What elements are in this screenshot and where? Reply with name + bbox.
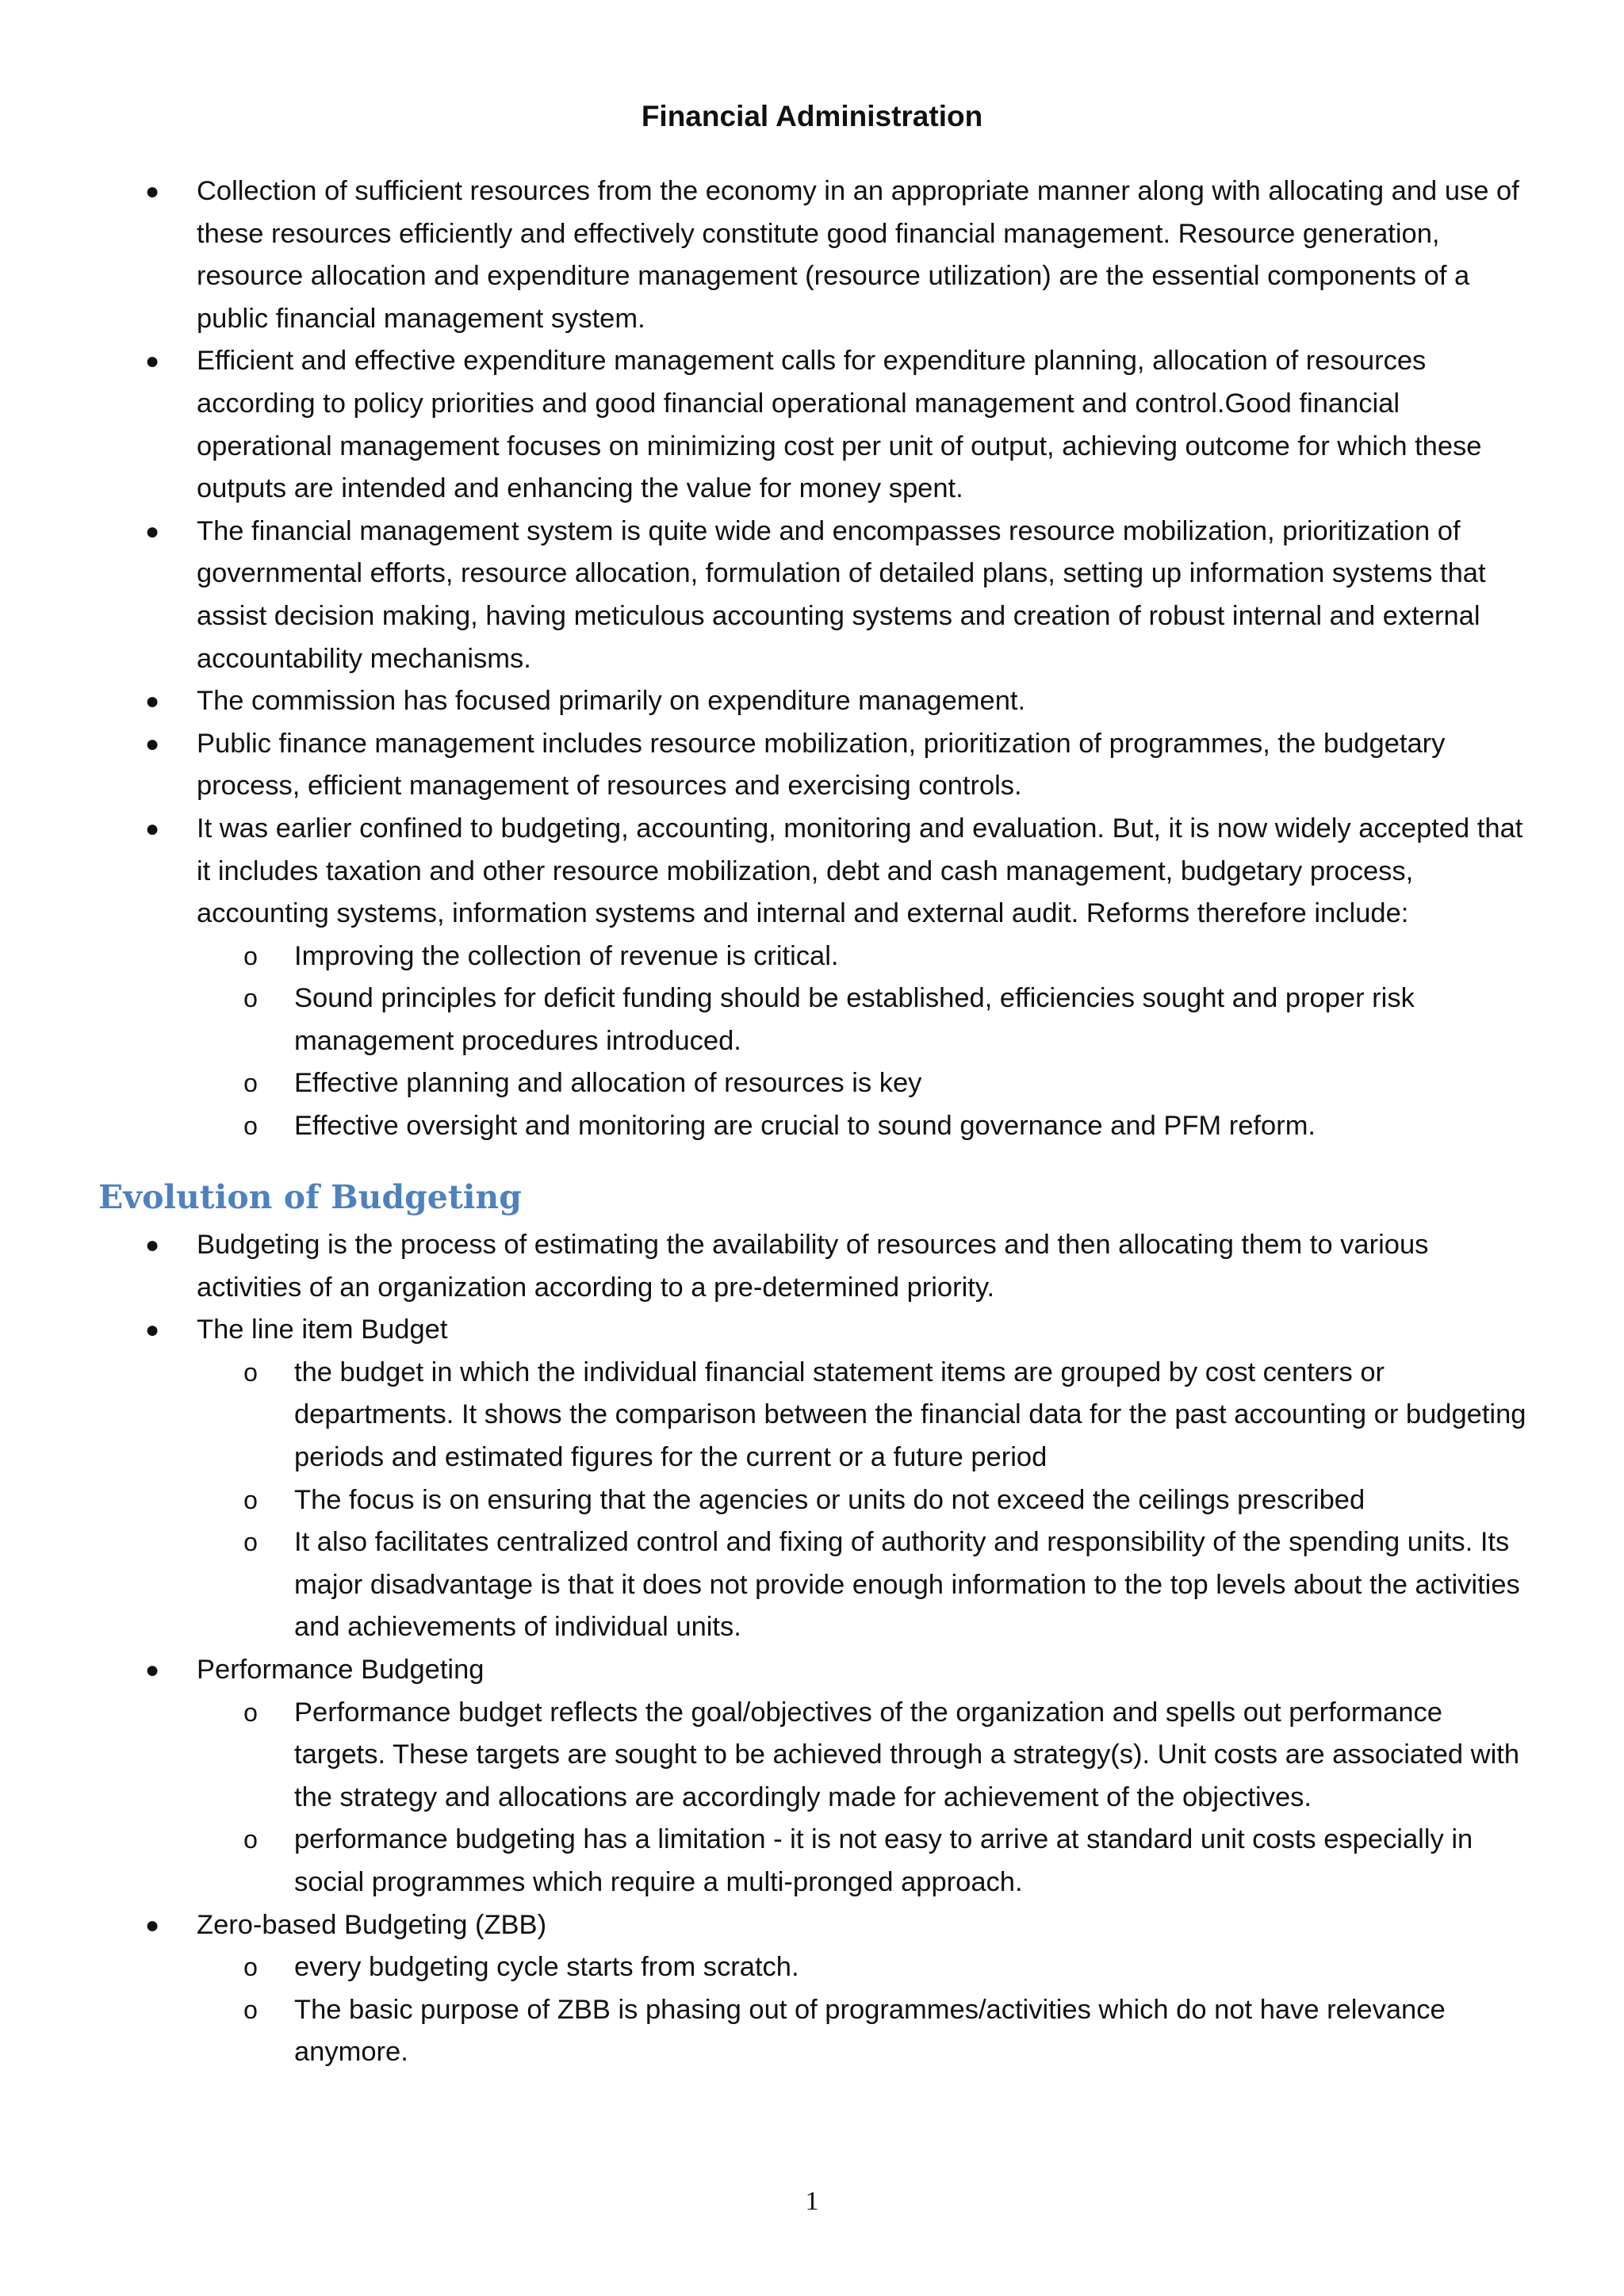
list-item: [144, 723, 1529, 808]
sub-list-item: [243, 1946, 1529, 1989]
circle-bullet-icon: o: [243, 1357, 258, 1387]
list-item: [144, 340, 1529, 510]
sub-list-item: [243, 1352, 1529, 1479]
list-item-text: Zero-based Budgeting (ZBB): [197, 1909, 547, 1940]
sub-list-item-text: the budget in which the individual financial statement items are grouped by cost centers or departments. It shows the comparison between the financial data for the past accounting or budgeting periods and estimated figures for the current or a future period: [294, 1357, 1526, 1472]
sub-list-item-text: Improving the collection of revenue is critical.: [294, 940, 839, 971]
list-item-text: Performance Budgeting: [197, 1654, 485, 1685]
circle-bullet-icon: o: [243, 941, 258, 970]
bullet-icon: ●: [144, 1232, 160, 1258]
sub-list-item: [243, 1819, 1529, 1904]
list-item: [144, 511, 1529, 680]
list-item-text: Efficient and effective expenditure management calls for expenditure planning, allocation of resources according to policy priorities and good financial operational management and control.Good financial operational management focuses on minimizing cost per unit of output, achieving outcome for which these outputs are intended and enhancing the value for money spent.: [197, 346, 1482, 504]
sub-list-item: [243, 978, 1529, 1062]
bullet-list: [0, 170, 1624, 1148]
circle-bullet-icon: o: [243, 984, 258, 1013]
circle-bullet-icon: o: [243, 1697, 258, 1727]
sub-list-item: [243, 936, 1529, 978]
list-item: [144, 1904, 1529, 2074]
list-item: [144, 170, 1529, 340]
list-item: [144, 1309, 1529, 1649]
sub-list-item: [243, 1521, 1529, 1649]
sub-list-item-text: Sound principles for deficit funding should be established, efficiencies sought and proper risk management procedures introduced.: [294, 983, 1415, 1056]
sub-list-item-text: The basic purpose of ZBB is phasing out of programmes/activities which do not have relevance anymore.: [294, 1994, 1446, 2068]
sub-bullet-list: [197, 936, 1529, 1148]
sub-list-item-text: Performance budget reflects the goal/objectives of the organization and spells out performance targets. These targets are sought to be achieved through a strategy(s). Unit costs are associated with the strategy and allocations are accordingly made for achievement of the objectives.: [294, 1697, 1520, 1812]
bullet-icon: ●: [144, 178, 160, 205]
sub-list-item-text: The focus is on ensuring that the agencies or units do not exceed the ceilings prescribed: [294, 1484, 1365, 1515]
bullet-icon: ●: [144, 1911, 160, 1938]
sub-list-item: [243, 1105, 1529, 1148]
page-title: Financial Administration: [641, 100, 983, 132]
list-item: [144, 1649, 1529, 1904]
sub-list-item: [243, 1479, 1529, 1522]
list-item: [144, 808, 1529, 1148]
bullet-icon: ●: [144, 1656, 160, 1683]
sub-list-item: [243, 1062, 1529, 1105]
section-financial-administration: [0, 170, 1624, 1148]
list-item: [144, 680, 1529, 723]
section-heading: Evolution of Budgeting: [98, 1178, 522, 1216]
list-item-text: The line item Budget: [197, 1314, 448, 1345]
list-item-text: It was earlier confined to budgeting, accounting, monitoring and evaluation. But, it is now widely accepted that it includes taxation and other resource mobilization, debt and cash management, budgetary process, accounting systems, information systems and internal and external audit. Reforms therefore include:: [197, 813, 1523, 929]
list-item-text: Budgeting is the process of estimating the availability of resources and then allocating them to various activities of an organization according to a pre-determined priority.: [197, 1230, 1429, 1303]
circle-bullet-icon: o: [243, 1825, 258, 1854]
circle-bullet-icon: o: [243, 1953, 258, 1982]
bullet-icon: ●: [144, 730, 160, 757]
sub-list-item-text: Effective oversight and monitoring are crucial to sound governance and PFM reform.: [294, 1111, 1316, 1142]
circle-bullet-icon: o: [243, 1112, 258, 1141]
sub-list-item-text: Effective planning and allocation of resources is key: [294, 1068, 922, 1099]
sub-bullet-list: [197, 1946, 1529, 2074]
list-item-text: The commission has focused primarily on expenditure management.: [197, 686, 1026, 717]
sub-bullet-list: [197, 1692, 1529, 1904]
list-item-text: Public finance management includes resource mobilization, prioritization of programmes, the budgetary process, efficient management of resources and exercising controls.: [197, 728, 1446, 802]
sub-list-item: [243, 1692, 1529, 1820]
bullet-icon: ●: [144, 815, 160, 842]
sub-list-item-text: performance budgeting has a limitation - it is not easy to arrive at standard unit costs especially in social programmes which require a multi-pronged approach.: [294, 1824, 1473, 1897]
page-number: 1: [805, 2187, 819, 2216]
sub-list-item: [243, 1989, 1529, 2074]
sub-bullet-list: [197, 1352, 1529, 1649]
sub-list-item-text: every budgeting cycle starts from scratch.: [294, 1952, 799, 1983]
section-evolution-of-budgeting: [0, 1224, 1624, 2074]
bullet-icon: ●: [144, 348, 160, 375]
list-item-text: Collection of sufficient resources from the economy in an appropriate manner along with allocating and use of these resources efficiently and effectively constitute good financial management. Resource generation, resource allocation and expenditure management (resource utilization) are the essential components of a public financial management system.: [197, 176, 1519, 334]
bullet-icon: ●: [144, 688, 160, 715]
circle-bullet-icon: o: [243, 1995, 258, 2024]
list-item: [144, 1224, 1529, 1309]
circle-bullet-icon: o: [243, 1485, 258, 1514]
sub-list-item-text: It also facilitates centralized control and fixing of authority and responsibility of the spending units. Its major disadvantage is that it does not provide enough information to the top levels about the activities and achievements of individual units.: [294, 1527, 1520, 1643]
bullet-icon: ●: [144, 1317, 160, 1344]
bullet-icon: ●: [144, 518, 160, 545]
circle-bullet-icon: o: [243, 1528, 258, 1557]
list-item-text: The financial management system is quite wide and encompasses resource mobilization, prioritization of governmental efforts, resource allocation, formulation of detailed plans, setting up information systems that assist decision making, having meticulous accounting systems and creation of robust internal and external accountability mechanisms.: [197, 515, 1486, 674]
circle-bullet-icon: o: [243, 1069, 258, 1098]
bullet-list: [0, 1224, 1624, 2074]
